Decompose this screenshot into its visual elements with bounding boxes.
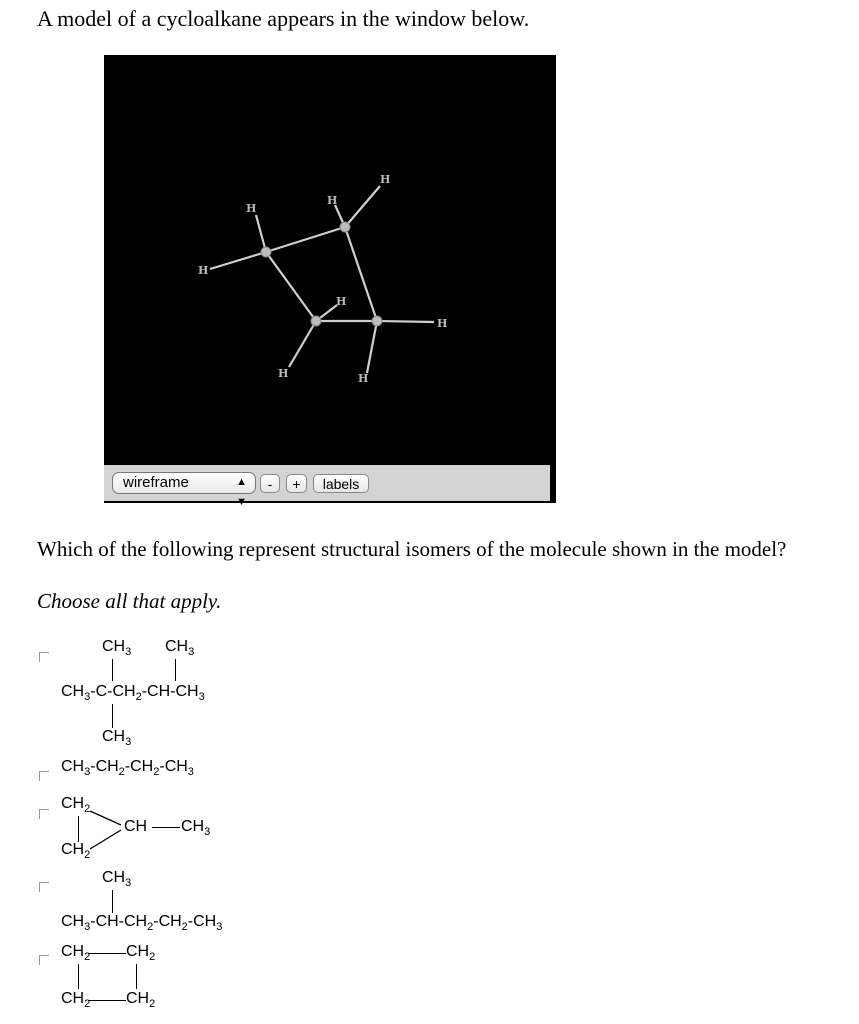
carbon-atom [311, 316, 321, 326]
bond [345, 186, 380, 227]
main-chain: $CH_3-CH-CH_2-CH_2-CH_3$ [61, 913, 223, 934]
methyl-group: $CH_3$ [181, 818, 211, 839]
hydrogen-atom: H [198, 264, 209, 277]
viewer-controls [104, 465, 550, 508]
carbon-atom [372, 316, 382, 326]
option-5-checkbox[interactable] [39, 955, 49, 965]
substituent: $CH_3$ [102, 869, 132, 890]
bond-line [136, 964, 137, 989]
hydrogen-atom: H [327, 194, 338, 207]
zoom-out-button[interactable]: - [260, 474, 280, 493]
bond [345, 227, 377, 321]
bond-line [78, 816, 79, 842]
bond-line [88, 1000, 126, 1001]
bond [289, 321, 316, 367]
branch-carbon: CH [124, 818, 148, 835]
bond [367, 321, 377, 373]
question-text: Which of the following represent structural isomers of the molecule shown in the model? [37, 537, 787, 561]
option-1-checkbox[interactable] [39, 652, 49, 662]
substituent: $CH_3$ [102, 638, 132, 659]
select-arrows-icon: ▲ ▼ [236, 476, 247, 508]
ring-carbon: $CH_2$ [61, 841, 91, 862]
bond [210, 252, 266, 269]
bond [377, 321, 434, 322]
bond-line [175, 659, 176, 681]
bond-line [112, 704, 113, 728]
ring-carbon: $CH_2$ [61, 795, 91, 816]
option-4-checkbox[interactable] [39, 882, 49, 892]
ring-carbon: $CH_2$ [61, 990, 91, 1011]
molecule-model[interactable] [104, 55, 556, 465]
render-style-select[interactable]: wireframe ▲ ▼ [112, 472, 256, 494]
bond [266, 227, 345, 252]
ring-bonds [88, 806, 128, 856]
ring-carbon: $CH_2$ [126, 943, 156, 964]
substituent: $CH_3$ [102, 728, 132, 749]
bond-line [112, 659, 113, 681]
substituent: $CH_3$ [165, 638, 195, 659]
bond-line [112, 890, 113, 913]
main-chain: $CH_3-C-CH_2-CH-CH_3$ [61, 683, 205, 704]
ring-carbon: $CH_2$ [61, 943, 91, 964]
labels-button[interactable]: labels [313, 474, 369, 493]
hydrogen-atom: H [358, 372, 369, 385]
bond [266, 252, 316, 321]
hydrogen-atom: H [336, 295, 347, 308]
bond-line [78, 964, 79, 989]
zoom-in-button[interactable]: + [286, 474, 307, 493]
carbon-atom [261, 247, 271, 257]
option-2-checkbox[interactable] [39, 771, 49, 781]
option-3-checkbox[interactable] [39, 809, 49, 819]
bond [256, 215, 266, 252]
instruction-text: Choose all that apply. [37, 589, 222, 613]
intro-text: A model of a cycloalkane appears in the window below. [37, 6, 530, 31]
ring-carbon: $CH_2$ [126, 990, 156, 1011]
bond-line [152, 827, 180, 828]
hydrogen-atom: H [278, 367, 289, 380]
option-2-structure: $CH_3-CH_2-CH_2-CH_3$ [61, 758, 194, 779]
hydrogen-atom: H [380, 173, 391, 186]
hydrogen-atom: H [437, 317, 448, 330]
carbon-atom [340, 222, 350, 232]
hydrogen-atom: H [246, 202, 257, 215]
molecule-viewer[interactable] [104, 55, 556, 508]
bond-line [88, 953, 126, 954]
